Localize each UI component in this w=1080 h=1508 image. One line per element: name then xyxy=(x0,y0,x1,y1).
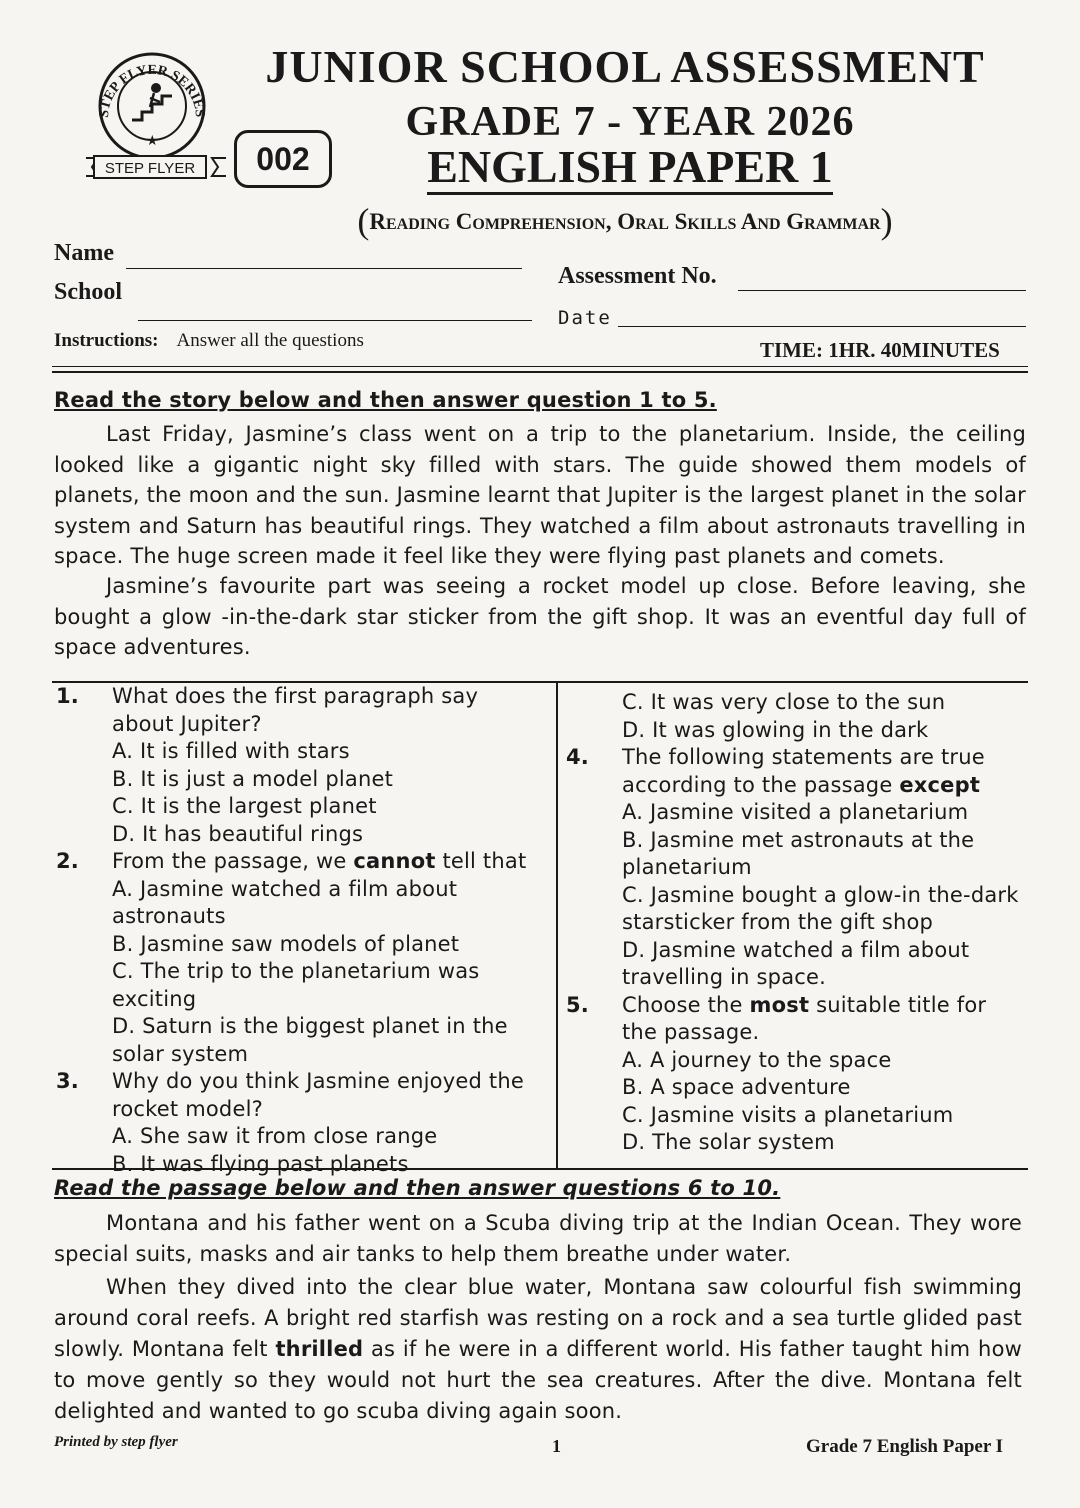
q2-option-d[interactable]: D. Saturn is the biggest planet in the solar system xyxy=(112,1014,508,1066)
header-divider-thick xyxy=(52,371,1028,373)
q5-option-d[interactable]: D. The solar system xyxy=(622,1130,835,1154)
q5-option-c[interactable]: C. Jasmine visits a planetarium xyxy=(622,1102,954,1127)
q5-option-a[interactable]: A. A journey to the space xyxy=(622,1047,892,1072)
questions-left-column xyxy=(56,683,546,1178)
paper-footer-label: Grade 7 English Paper I xyxy=(806,1436,1004,1457)
name-field-line[interactable] xyxy=(126,268,522,269)
q5-option-b[interactable]: B. A space adventure xyxy=(622,1075,851,1099)
school-label: School xyxy=(54,279,123,305)
q3-option-c[interactable]: C. It was very close to the sun xyxy=(622,690,946,714)
question-3: 3. Why do you think Jasmine enjoyed the rocket model? A. She saw it from close range B. It was flying past planets xyxy=(56,1068,546,1178)
q1-option-a[interactable]: A. It is filled with stars xyxy=(112,739,350,763)
assessment-no-field-line[interactable] xyxy=(738,290,1026,291)
date-label: Date xyxy=(558,307,612,329)
instructions: Instructions: Answer all the questions xyxy=(54,330,364,351)
q4-option-c[interactable]: C. Jasmine bought a glow-in the-dark starsticker from the gift shop xyxy=(622,882,1019,934)
paper-code-badge: 002 xyxy=(234,130,332,188)
svg-text:★: ★ xyxy=(146,133,159,149)
q4-option-b[interactable]: B. Jasmine met astronauts at the planetarium xyxy=(622,827,975,879)
paper-name: ENGLISH PAPER 1 xyxy=(380,140,880,193)
step-flyer-logo xyxy=(80,48,230,188)
q1-option-d[interactable]: D. It has beautiful rings xyxy=(112,821,364,846)
question-2: 2. From the passage, we cannot tell that A. Jasmine watched a film about astronauts B. Jasmine saw models of planet C. The trip to the planetarium was exciting D. Saturn is the biggest planet in the solar system xyxy=(56,848,546,1068)
section1-paragraph-1: Last Friday, Jasmine’s class went on a trip to the planetarium. Inside, the ceiling looked like a gigantic night sky filled with stars. The guide showed them models of planets, the moon and the sun. Jasmine learnt that Jupiter is the largest planet in the solar system and Saturn has beautiful rings. They watched a film about astronauts travelling in space. The huge screen made it feel like they were flying past planets and comets. xyxy=(54,422,1026,568)
q2-option-a[interactable]: A. Jasmine watched a film about astronauts xyxy=(112,876,458,928)
q1-option-b[interactable]: B. It is just a model planet xyxy=(112,766,394,791)
q3-option-d[interactable]: D. It was glowing in the dark xyxy=(622,717,929,742)
section2-heading: Read the passage below and then answer questions 6 to 10. xyxy=(54,1176,781,1200)
section1-heading: Read the story below and then answer question 1 to 5. xyxy=(54,388,717,412)
page-number: 1 xyxy=(552,1436,561,1456)
questions-right-column xyxy=(566,689,1026,1157)
questions-bottom-rule xyxy=(52,1168,1028,1170)
svg-text:STEP FLYER SERIES: STEP FLYER SERIES xyxy=(96,62,208,119)
svg-text:STEP FLYER: STEP FLYER xyxy=(104,160,196,177)
q3-option-b[interactable]: B. It was flying past planets xyxy=(112,1151,409,1176)
question-5: 5. Choose the most suitable title for the passage. A. A journey to the space B. A space adventure C. Jasmine visits a planetarium D. The solar system xyxy=(566,992,1026,1157)
q2-option-c[interactable]: C. The trip to the planetarium was exciting xyxy=(112,959,480,1011)
header-divider xyxy=(52,366,1028,367)
q2-option-b[interactable]: B. Jasmine saw models of planet xyxy=(112,931,460,956)
printed-by: Printed by step flyer xyxy=(54,1434,178,1450)
assessment-title: JUNIOR SCHOOL ASSESSMENT xyxy=(265,41,985,92)
q4-option-a[interactable]: A. Jasmine visited a planetarium xyxy=(622,800,969,824)
paper-subtitle: (Reading Comprehension, Oral Skills And Grammar) xyxy=(357,201,893,241)
step-flyer-emblem xyxy=(80,48,230,188)
date-field-line[interactable] xyxy=(618,326,1026,327)
question-1: 1. What does the first paragraph say about Jupiter? A. It is filled with stars B. It is just a model planet C. It is the largest planet D. It has beautiful rings xyxy=(56,683,546,848)
section2-paragraph-2: When they dived into the clear blue water, Montana saw colourful fish swimming around coral reefs. A bright red starfish was resting on a rock and a sea turtle glided past slowly. Montana felt thrilled as if he were in a different world. His father taught him how to move gently so they would not hurt the sea creatures. After the dive. Montana felt delighted and wanted to go scuba diving again soon. xyxy=(54,1275,1022,1423)
school-field-line[interactable] xyxy=(138,320,532,321)
section1-paragraph-2: Jasmine’s favourite part was seeing a rocket model up close. Before leaving, she bought a glow -in-the-dark star sticker from the gift shop. It was an eventful day full of space adventures. xyxy=(54,574,1026,659)
q4-option-d[interactable]: D. Jasmine watched a film about travelling in space. xyxy=(622,937,970,989)
assessment-no-label: Assessment No. xyxy=(558,263,717,289)
time-allowed: TIME: 1HR. 40MINUTES xyxy=(760,338,1000,362)
q3-option-a[interactable]: A. She saw it from close range xyxy=(112,1124,438,1148)
name-label: Name xyxy=(54,240,114,266)
questions-column-divider xyxy=(556,683,558,1168)
question-3-continued xyxy=(566,689,1026,744)
section2-paragraph-1: Montana and his father went on a Scuba diving trip at the Indian Ocean. They wore special suits, masks and air tanks to help them breathe under water. xyxy=(54,1211,1022,1266)
question-4: 4. The following statements are true according to the passage except A. Jasmine visited a planetarium B. Jasmine met astronauts at the planetarium C. Jasmine bought a glow-in the-dark starsticker from the gift shop D. Jasmine watched a film about travelling in space. xyxy=(566,744,1026,992)
grade-year-line: GRADE 7 - YEAR 2026 xyxy=(405,99,855,145)
q1-option-c[interactable]: C. It is the largest planet xyxy=(112,794,377,818)
